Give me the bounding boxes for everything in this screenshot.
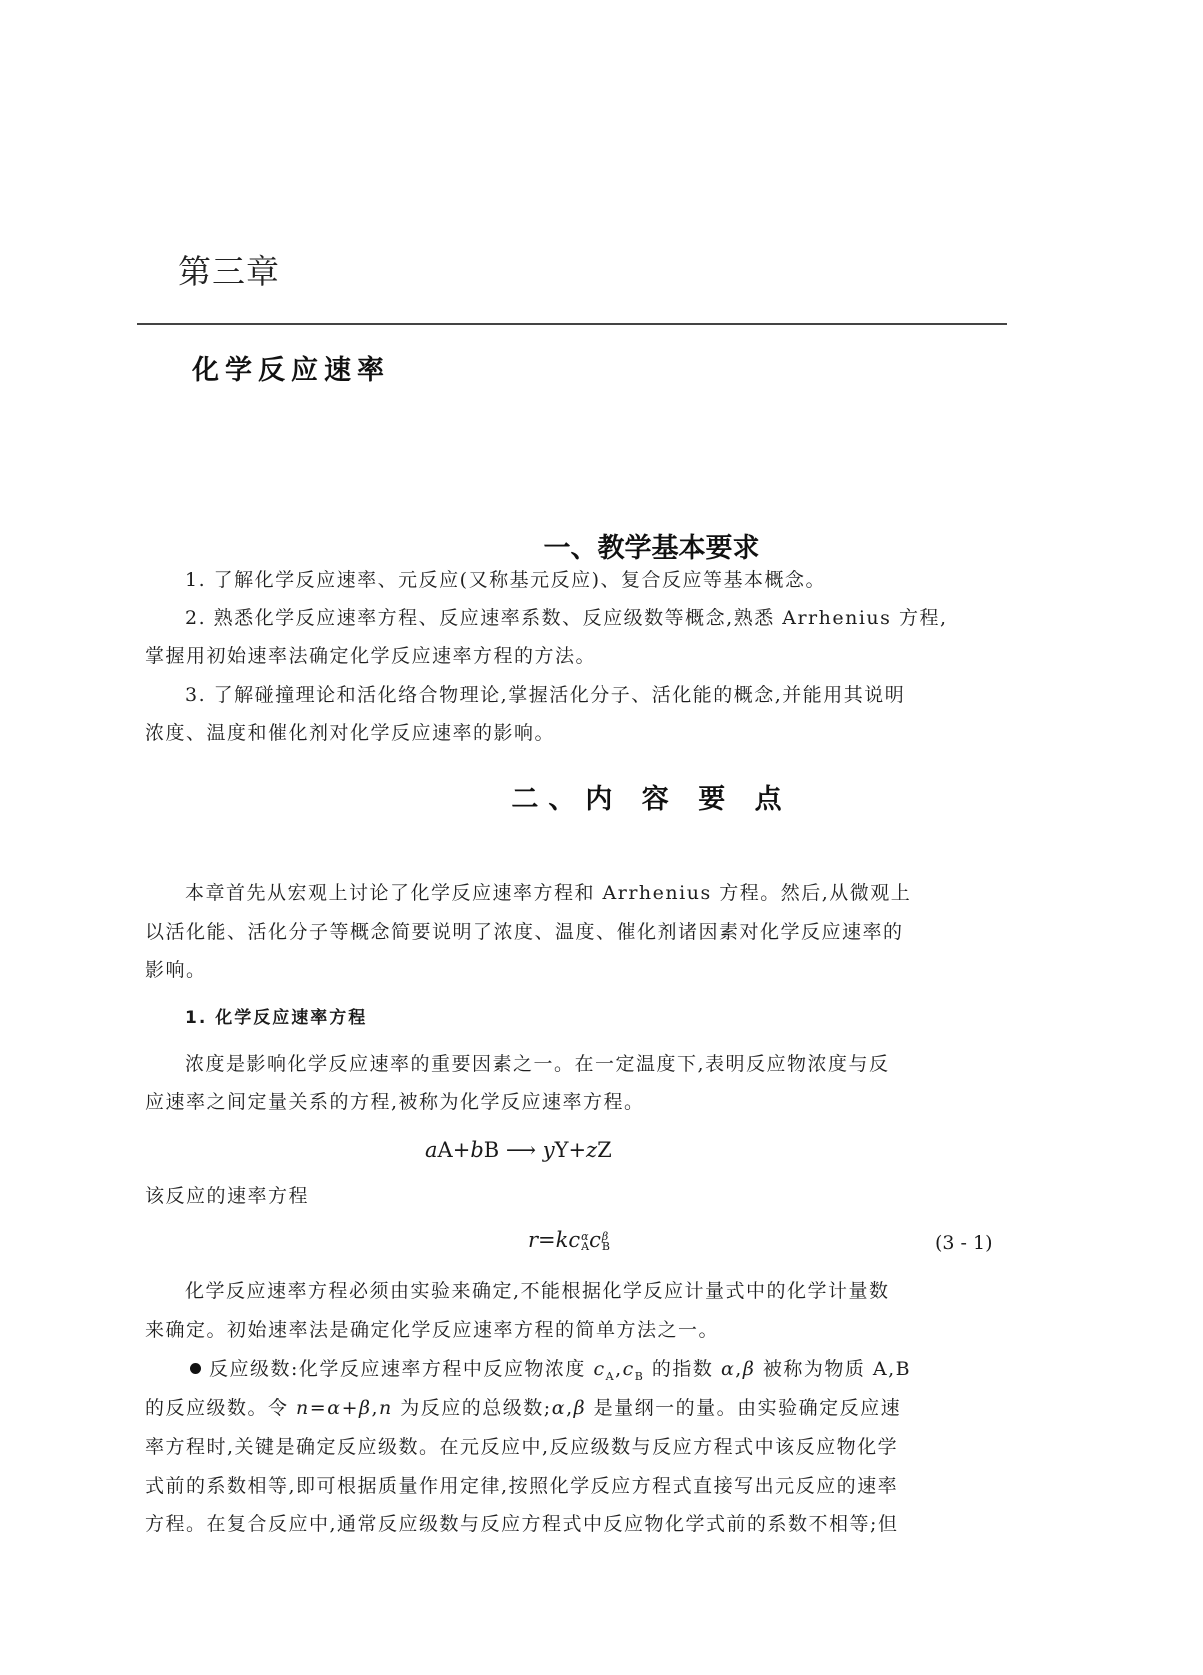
bullet-line-5: 方程。在复合反应中,通常反应级数与反应方程式中反应物化学式前的系数不相等;但 [145,1513,899,1535]
species-B: B [483,1138,500,1162]
rate-equation [528,1228,610,1252]
species-A: A [437,1138,453,1162]
para1-line-2: 应速率之间定量关系的方程,被称为化学反应速率方程。 [145,1091,645,1113]
var-cA-sub: A [605,1369,616,1383]
comma-2: , [735,1358,743,1380]
species-Z: Z [597,1138,612,1162]
bullet-line-4: 式前的系数相等,即可根据质量作用定律,按照化学反应方程式直接写出元反应的速率 [145,1475,899,1497]
bullet-line-1 [145,1357,1007,1389]
var-alpha: α [720,1358,736,1380]
requirement-item-2-cont: 掌握用初始速率法确定化学反应速率方程的方法。 [145,645,597,667]
rate-symbol: r [528,1228,539,1252]
plus: + [341,1397,359,1419]
conc-B-subscript: B [601,1239,610,1253]
conc-A: c [568,1228,581,1252]
chapter-divider [137,323,1007,325]
equals: = [309,1397,328,1419]
chapter-label: 第三章 [178,252,280,291]
intro-line-2: 以活化能、活化分子等概念简要说明了浓度、温度、催化剂诸因素对化学反应速率的 [145,921,904,943]
bullet-text-2: 的指数 [644,1358,721,1380]
var-beta: β [358,1397,372,1419]
var-n-2: n [379,1397,393,1419]
coef-a: a [425,1138,438,1162]
requirement-item-2: 2. 熟悉化学反应速率方程、反应速率系数、反应级数等概念,熟悉 Arrhenius 方程, [185,607,948,629]
coef-b: b [470,1138,484,1162]
section-heading-key-points: 二、内 容 要 点 [511,784,792,815]
var-cB: c [622,1358,635,1380]
var-beta: β [742,1358,756,1380]
conc-B: c [589,1228,601,1252]
text: 的反应级数。令 [145,1397,297,1419]
rate-constant: k [555,1228,569,1252]
var-alpha: α [327,1397,342,1419]
reaction-equation [425,1138,612,1162]
reaction-arrow-icon: ⟶ [505,1138,536,1162]
var-alpha-2: α [551,1397,567,1419]
comma: , [371,1397,380,1419]
species-Y: Y [554,1138,569,1162]
chapter-title: 化学反应速率 [192,355,390,386]
rate-eq-intro: 该反应的速率方程 [145,1185,310,1207]
intro-line-1: 本章首先从宏观上讨论了化学反应速率方程和 Arrhenius 方程。然后,从微观上 [185,882,912,904]
para1-line-1: 浓度是影响化学反应速率的重要因素之一。在一定温度下,表明反应物浓度与反 [185,1053,890,1075]
equation-number: (3 - 1) [935,1232,993,1254]
text-2: 为反应的总级数; [392,1397,552,1419]
text-3: 是量纲一的量。由实验确定反应速 [586,1397,902,1419]
comma-2: , [566,1397,574,1419]
requirement-item-3-cont: 浓度、温度和催化剂对化学反应速率的影响。 [145,722,556,744]
subsection-heading: 1. 化学反应速率方程 [185,1008,368,1028]
order-beta: β [601,1229,609,1243]
bullet-text: 反应级数:化学反应速率方程中反应物浓度 [209,1358,594,1380]
intro-line-3: 影响。 [145,959,207,981]
coef-z: z [586,1138,598,1162]
requirement-item-1: 1. 了解化学反应速率、元反应(又称基元反应)、复合反应等基本概念。 [185,569,826,591]
order-alpha: α [581,1229,589,1243]
comma: , [615,1358,623,1380]
requirement-item-3: 3. 了解碰撞理论和活化络合物理论,掌握活化分子、活化能的概念,并能用其说明 [185,684,906,706]
coef-y: y [542,1138,555,1162]
plus-sign: + [452,1138,471,1162]
var-cA: c [593,1358,606,1380]
bullet-text-3: 被称为物质 A,B [755,1358,912,1380]
var-n: n [296,1397,310,1419]
conc-A-subscript: A [581,1239,590,1253]
bullet-icon [190,1363,201,1374]
section-heading-requirements: 一、教学基本要求 [543,533,760,564]
para2-line-1: 化学反应速率方程必须由实验来确定,不能根据化学反应计量式中的化学计量数 [185,1280,890,1302]
para2-line-2: 来确定。初始速率法是确定化学反应速率方程的简单方法之一。 [145,1319,720,1341]
bullet-line-2 [145,1396,1007,1420]
var-beta-2: β [573,1397,587,1419]
plus-sign-2: + [568,1138,587,1162]
equals-sign: = [538,1228,556,1252]
bullet-line-3: 率方程时,关键是确定反应级数。在元反应中,反应级数与反应方程式中该反应物化学 [145,1436,899,1458]
var-cB-sub: B [634,1369,645,1383]
